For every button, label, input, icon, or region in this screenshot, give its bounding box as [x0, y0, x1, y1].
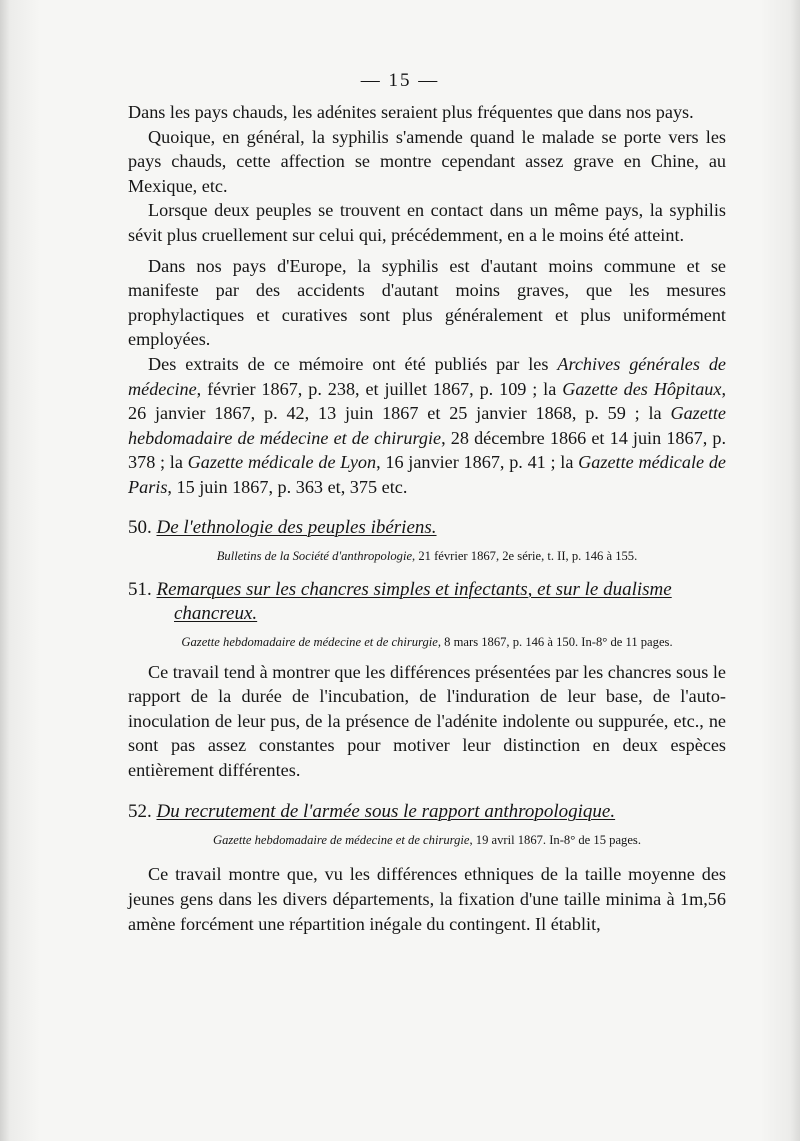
- source-journal: Bulletins de la Société d'anthropologie: [216, 548, 413, 563]
- section-title: De l'ethnologie des peuples ibériens.: [156, 516, 437, 538]
- source-details: , 21 février 1867, 2e série, t. II, p. 146 à 155.: [412, 548, 638, 563]
- paragraph-adenites: Dans les pays chauds, les adénites seraient plus fréquentes que dans nos pays.: [128, 102, 694, 122]
- extracts-text: , 15 juin 1867, p. 363 et, 375 etc.: [167, 476, 408, 497]
- paragraph-extracts: [128, 352, 726, 500]
- section-source-51: [128, 634, 726, 650]
- section-title: Du recrutement de l'armée sous le rapport anthropologique.: [156, 801, 616, 823]
- extracts-text: , 16 janvier 1867, p. 41 ; la: [376, 452, 579, 473]
- section-number: 52.: [128, 801, 152, 823]
- journal-archives: Archives générales de médecine: [128, 353, 726, 399]
- journal-gazette-hopitaux: Gazette des Hôpitaux: [562, 378, 722, 399]
- section-number: 51.: [128, 578, 152, 600]
- section-body-52: Ce travail montre que, vu les différences ethniques de la taille moyenne des jeunes gens dans les divers départements, la fixation d'une taille minima à 1m,56 amène forcément une répartition inégale du contingent. Il établit,: [128, 864, 726, 934]
- page-body: [128, 100, 726, 936]
- extracts-text: , 26 janvier 1867, p. 42, 13 juin 1867 et 25 janvier 1868, p. 59 ; la: [128, 378, 726, 424]
- section-heading-52: [128, 800, 726, 824]
- source-journal: Gazette hebdomadaire de médecine et de chirurgie: [181, 634, 438, 649]
- extracts-text: Des extraits de ce mémoire ont été publiés par les: [148, 353, 558, 374]
- paragraph-pays-chauds: Quoique, en général, la syphilis s'amende quand le malade se porte vers les pays chauds, cette affection se montre cependant assez grave en Chine, au Mexique, etc.: [128, 126, 726, 196]
- section-source-52: [128, 832, 726, 848]
- source-details: , 8 mars 1867, p. 146 à 150. In-8° de 11 pages.: [437, 634, 673, 649]
- extracts-text: , 28 décembre 1866 et 14 juin 1867, p. 378 ; la: [128, 427, 726, 473]
- section-heading-50: [128, 516, 726, 540]
- paragraph-europe: Dans nos pays d'Europe, la syphilis est d'autant moins commune et se manifeste par des accidents d'autant moins graves, que les mesures prophylactiques et curatives sont plus généralement et plus uniformément employées.: [128, 255, 726, 350]
- source-details: , 19 avril 1867. In-8° de 15 pages.: [469, 833, 641, 848]
- journal-gazette-hebdomadaire: Gazette hebdomadaire de médecine et de chirurgie: [128, 403, 726, 448]
- section-title: Remarques sur les chancres simples et infectants, et sur le dualisme chancreux.: [156, 578, 672, 624]
- paragraph-deux-peuples: Lorsque deux peuples se trouvent en contact dans un même pays, la syphilis sévit plus cruellement sur celui qui, précédemment, en a le moins été atteint.: [128, 200, 726, 245]
- page-number: — 15 —: [360, 70, 440, 91]
- section-number: 50.: [128, 516, 152, 538]
- section-source-50: [128, 548, 726, 564]
- journal-gazette-lyon: Gazette médicale de Lyon: [187, 452, 377, 473]
- section-body-51: Ce travail tend à montrer que les différences présentées par les chancres sous le rapport de la durée de l'incubation, de l'induration de leur base, de l'auto-inoculation de leur pus, de la présence de l'adénite indolente ou suppurée, etc., ne sont pas assez constantes pour motiver leur distinction en deux espèces entièrement différentes.: [128, 661, 726, 780]
- section-heading-51: [128, 578, 726, 626]
- journal-gazette-paris: Gazette médicale de Paris: [128, 452, 726, 497]
- extracts-text: , février 1867, p. 238, et juillet 1867, p. 109 ; la: [196, 378, 563, 399]
- source-journal: Gazette hebdomadaire de médecine et de chirurgie: [213, 833, 470, 848]
